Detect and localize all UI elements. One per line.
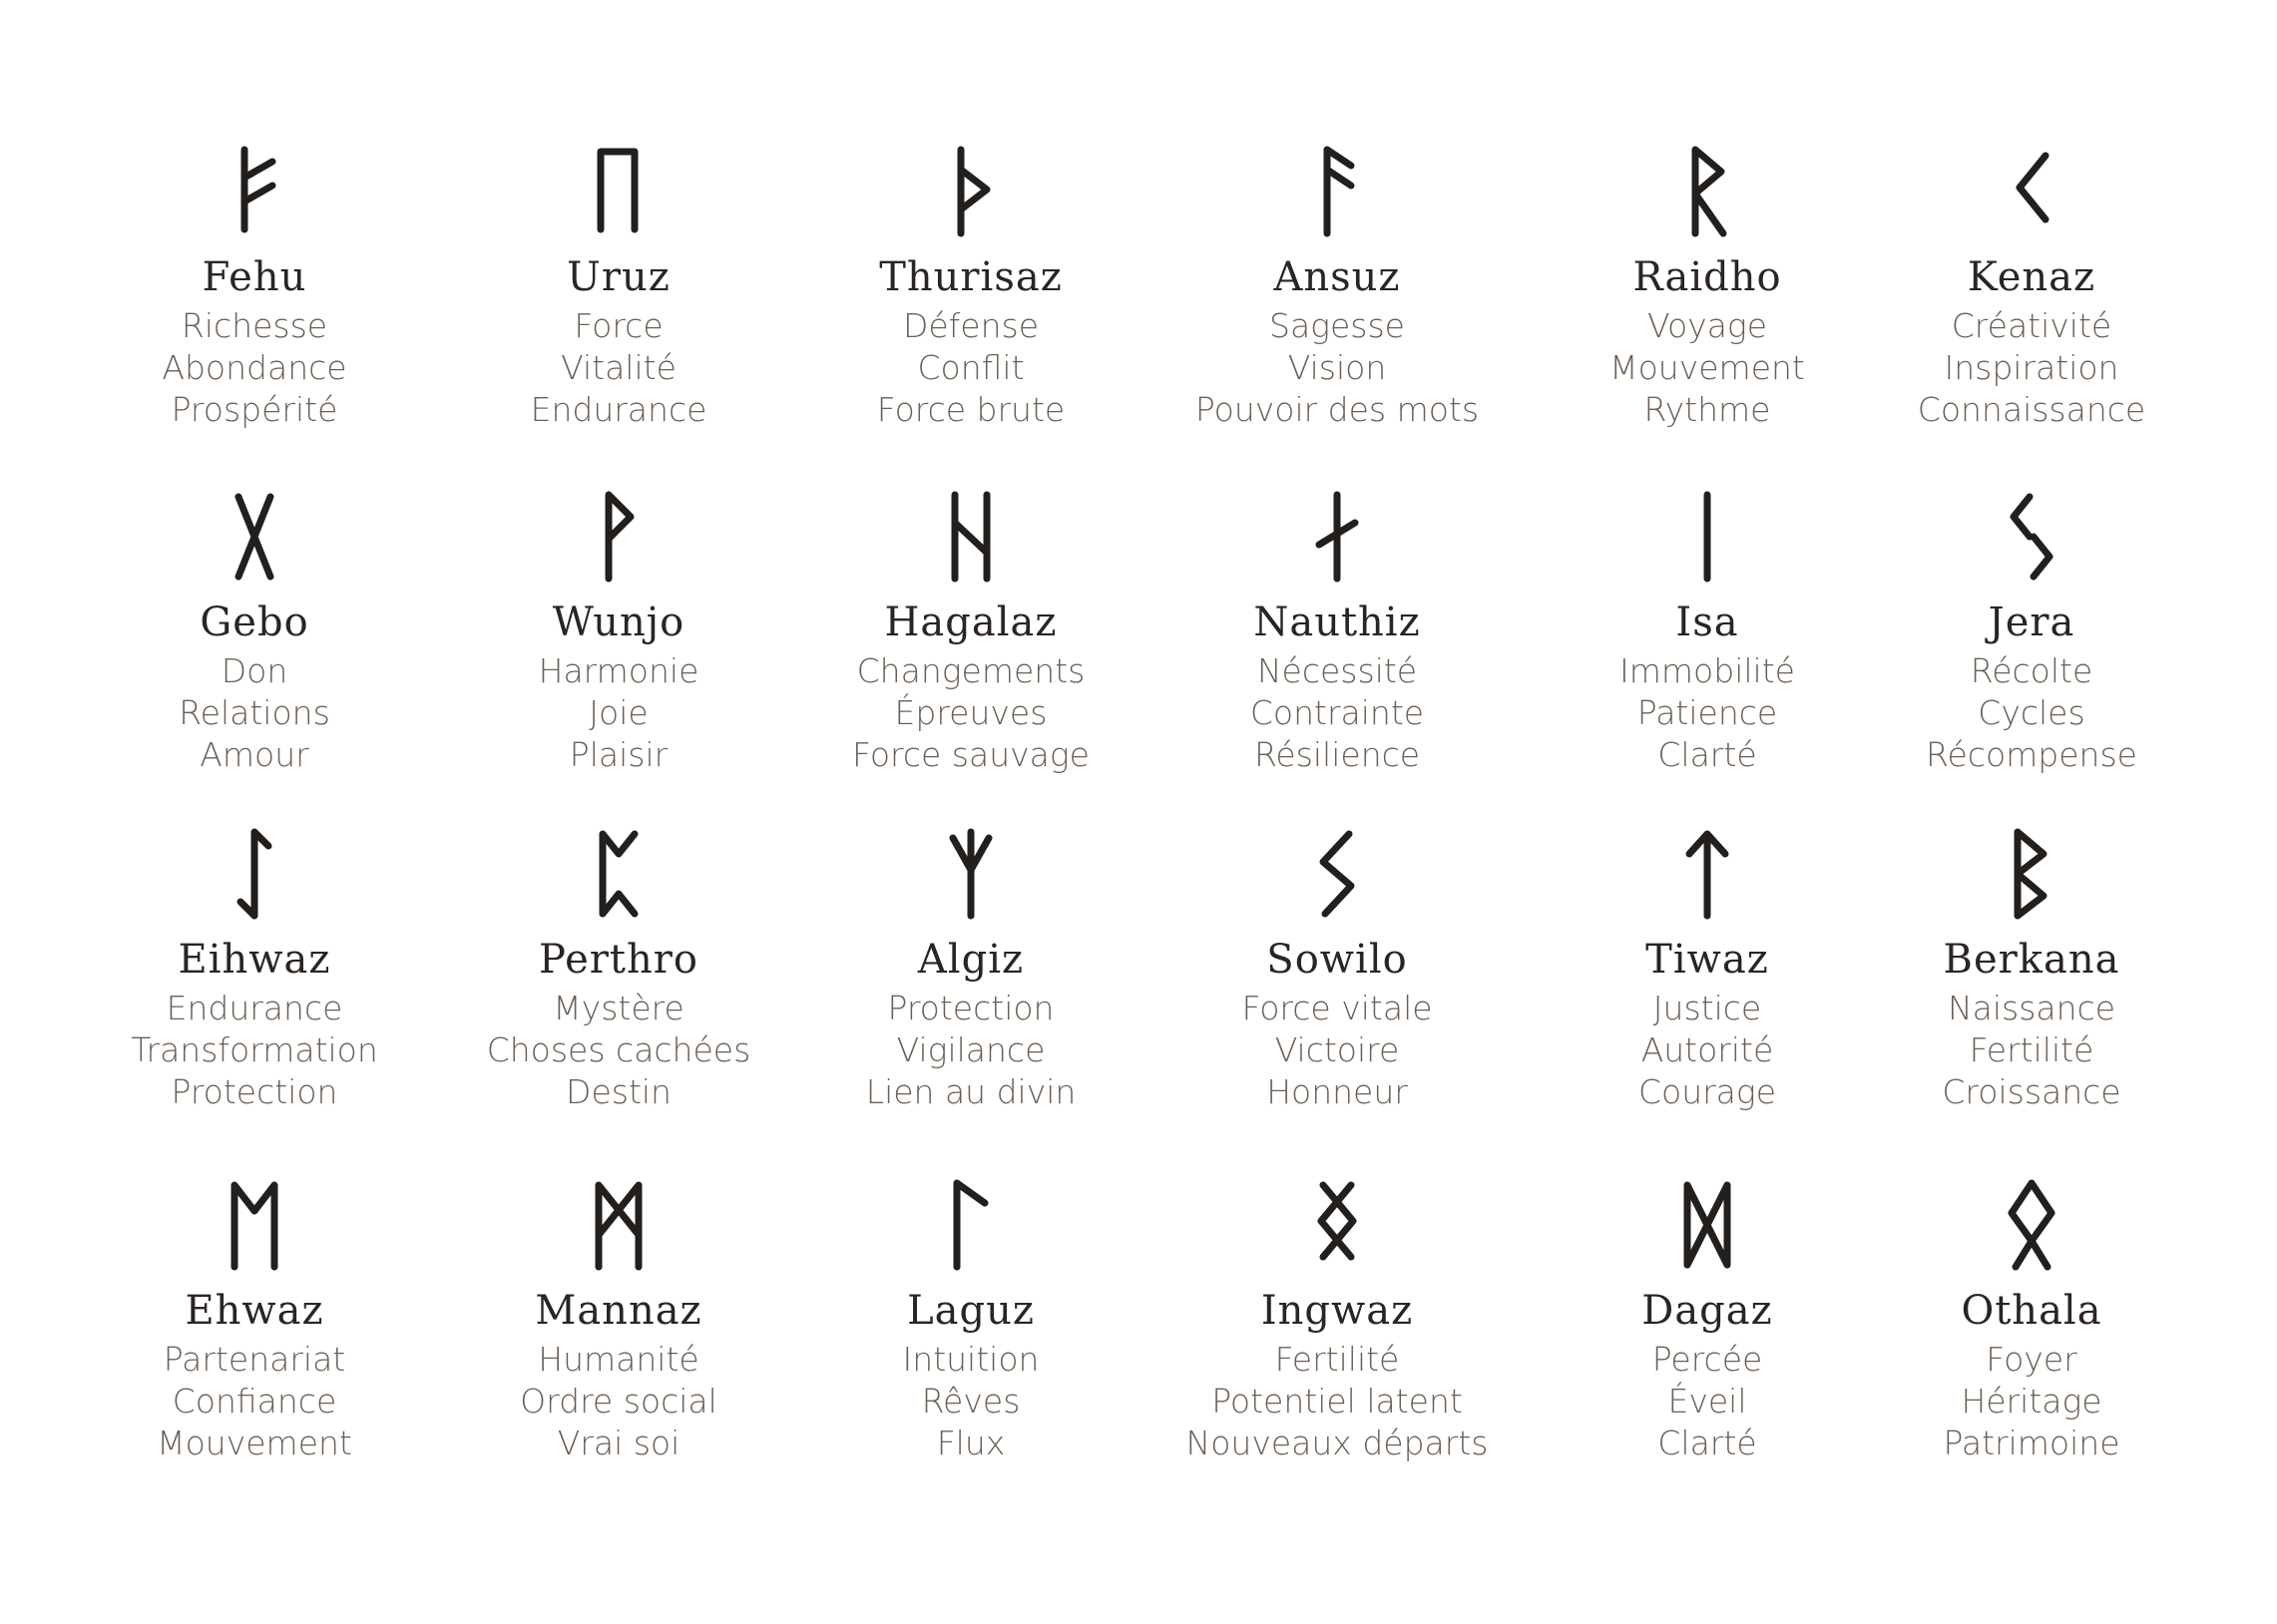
rune-meaning: Récolte: [1970, 651, 2093, 690]
rune-meaning: Force brute: [876, 390, 1066, 429]
rune-card-othala: [1852, 1175, 2211, 1464]
rune-meanings: [75, 650, 434, 776]
algiz-rune-icon: [941, 824, 1001, 924]
rune-meaning: Rêves: [921, 1382, 1021, 1421]
rune-meaning: Victoire: [1274, 1030, 1400, 1069]
rune-meanings: [75, 988, 434, 1113]
ehwaz-rune-icon: [225, 1175, 284, 1275]
rune-name: Eihwaz: [178, 937, 331, 983]
rune-card-fehu: [75, 142, 434, 431]
rune-name: Wunjo: [552, 600, 685, 645]
rune-card-thurisaz: [791, 142, 1150, 431]
nauthiz-rune-icon: [1307, 487, 1367, 587]
rune-meaning: Mouvement: [157, 1423, 352, 1462]
rune-meaning: Mystère: [553, 989, 684, 1027]
rune-card-perthro: [439, 824, 798, 1113]
rune-meaning: Autorité: [1640, 1030, 1774, 1069]
rune-meaning: Joie: [589, 693, 649, 732]
rune-meaning: Don: [221, 651, 288, 690]
rune-meaning: Force vitale: [1241, 989, 1433, 1027]
rune-name: Laguz: [907, 1288, 1035, 1334]
rune-card-gebo: [75, 487, 434, 776]
ingwaz-rune-icon: [1307, 1175, 1367, 1275]
rune-card-eihwaz: [75, 824, 434, 1113]
rune-meaning: Prospérité: [171, 390, 338, 429]
rune-card-jera: [1852, 487, 2211, 776]
rune-meaning: Harmonie: [538, 651, 699, 690]
rune-meaning: Justice: [1652, 989, 1762, 1027]
rune-name: Kenaz: [1967, 254, 2096, 300]
rune-name: Algiz: [917, 937, 1025, 983]
mannaz-rune-icon: [589, 1175, 649, 1275]
rune-meaning: Éveil: [1667, 1382, 1747, 1421]
rune-meanings: [1852, 1339, 2211, 1464]
rune-name: Perthro: [539, 937, 698, 983]
rune-meaning: Vrai soi: [557, 1423, 681, 1462]
rune-meanings: [439, 305, 798, 431]
rune-meanings: [439, 1339, 798, 1464]
rune-meaning: Confiance: [172, 1382, 337, 1421]
isa-rune-icon: [1677, 487, 1737, 587]
rune-meaning: Potentiel latent: [1211, 1382, 1463, 1421]
eihwaz-rune-icon: [225, 824, 284, 924]
jera-rune-icon: [2002, 487, 2061, 587]
rune-card-wunjo: [439, 487, 798, 776]
rune-meanings: [1528, 305, 1887, 431]
rune-meaning: Protection: [171, 1072, 338, 1111]
rune-meaning: Héritage: [1961, 1382, 2102, 1421]
rune-meaning: Vitalité: [561, 348, 677, 387]
rune-meaning: Richesse: [181, 306, 328, 345]
tiwaz-rune-icon: [1677, 824, 1737, 924]
rune-meaning: Vision: [1287, 348, 1387, 387]
rune-meaning: Endurance: [530, 390, 707, 429]
rune-card-nauthiz: [1157, 487, 1517, 776]
rune-meaning: Immobilité: [1619, 651, 1795, 690]
rune-card-ingwaz: [1157, 1175, 1517, 1464]
rune-meaning: Épreuves: [894, 693, 1048, 732]
rune-name: Mannaz: [535, 1288, 702, 1334]
rune-name: Uruz: [567, 254, 671, 300]
rune-meaning: Nécessité: [1256, 651, 1418, 690]
rune-meaning: Mouvement: [1609, 348, 1805, 387]
rune-meanings: [1528, 988, 1887, 1113]
rune-meaning: Partenariat: [163, 1340, 346, 1379]
rune-meanings: [1157, 305, 1517, 431]
rune-meaning: Intuition: [902, 1340, 1040, 1379]
rune-meaning: Cycles: [1978, 693, 2085, 732]
rune-meaning: Récompense: [1926, 735, 2137, 774]
rune-name: Ingwaz: [1260, 1288, 1414, 1334]
rune-name: Ansuz: [1273, 254, 1401, 300]
rune-meaning: Force sauvage: [852, 735, 1090, 774]
rune-card-kenaz: [1852, 142, 2211, 431]
rune-meaning: Créativité: [1951, 306, 2112, 345]
rune-card-mannaz: [439, 1175, 798, 1464]
dagaz-rune-icon: [1677, 1175, 1737, 1275]
rune-meaning: Courage: [1637, 1072, 1777, 1111]
rune-meanings: [75, 305, 434, 431]
rune-meaning: Foyer: [1986, 1340, 2077, 1379]
rune-card-sowilo: [1157, 824, 1517, 1113]
rune-card-hagalaz: [791, 487, 1150, 776]
rune-meanings: [791, 1339, 1150, 1464]
rune-meaning: Sagesse: [1269, 306, 1405, 345]
rune-name: Fehu: [202, 254, 307, 300]
rune-meaning: Amour: [200, 735, 309, 774]
rune-name: Othala: [1961, 1288, 2102, 1334]
rune-meanings: [1157, 988, 1517, 1113]
ansuz-rune-icon: [1307, 142, 1367, 241]
rune-meaning: Force: [574, 306, 664, 345]
rune-name: Berkana: [1943, 937, 2120, 983]
rune-card-isa: [1528, 487, 1887, 776]
rune-meaning: Flux: [936, 1423, 1006, 1462]
rune-meaning: Changements: [856, 651, 1086, 690]
rune-meaning: Patience: [1636, 693, 1778, 732]
thurisaz-rune-icon: [941, 142, 1001, 241]
rune-card-berkana: [1852, 824, 2211, 1113]
rune-meaning: Vigilance: [896, 1030, 1046, 1069]
rune-name: Ehwaz: [185, 1288, 324, 1334]
uruz-rune-icon: [589, 142, 649, 241]
rune-name: Tiwaz: [1645, 937, 1769, 983]
rune-meanings: [439, 650, 798, 776]
rune-card-dagaz: [1528, 1175, 1887, 1464]
rune-meaning: Percée: [1651, 1340, 1763, 1379]
kenaz-rune-icon: [2002, 142, 2061, 241]
laguz-rune-icon: [941, 1175, 1001, 1275]
rune-meanings: [791, 988, 1150, 1113]
rune-name: Gebo: [200, 600, 309, 645]
rune-name: Hagalaz: [884, 600, 1058, 645]
gebo-rune-icon: [225, 487, 284, 587]
rune-meaning: Clarté: [1657, 1423, 1757, 1462]
rune-meaning: Abondance: [162, 348, 347, 387]
rune-meanings: [791, 650, 1150, 776]
rune-meanings: [75, 1339, 434, 1464]
rune-meaning: Défense: [902, 306, 1040, 345]
rune-meaning: Résilience: [1253, 735, 1421, 774]
rune-meaning: Lien au divin: [865, 1072, 1077, 1111]
rune-meaning: Protection: [887, 989, 1055, 1027]
rune-meaning: Rythme: [1643, 390, 1771, 429]
rune-meaning: Endurance: [166, 989, 343, 1027]
rune-meaning: Transformation: [131, 1030, 378, 1069]
rune-card-ehwaz: [75, 1175, 434, 1464]
rune-meaning: Ordre social: [520, 1382, 717, 1421]
rune-name: Sowilo: [1266, 937, 1408, 983]
rune-name: Dagaz: [1641, 1288, 1773, 1334]
rune-meaning: Clarté: [1657, 735, 1757, 774]
rune-name: Isa: [1675, 600, 1739, 645]
rune-card-tiwaz: [1528, 824, 1887, 1113]
rune-card-laguz: [791, 1175, 1150, 1464]
rune-meanings: [791, 305, 1150, 431]
rune-meaning: Patrimoine: [1943, 1423, 2120, 1462]
rune-meaning: Destin: [566, 1072, 672, 1111]
rune-name: Raidho: [1632, 254, 1782, 300]
rune-card-ansuz: [1157, 142, 1517, 431]
othala-rune-icon: [2002, 1175, 2061, 1275]
rune-meaning: Inspiration: [1944, 348, 2119, 387]
rune-meanings: [1852, 650, 2211, 776]
rune-meaning: Fertilité: [1274, 1340, 1400, 1379]
fehu-rune-icon: [225, 142, 284, 241]
rune-meanings: [1852, 305, 2211, 431]
rune-name: Nauthiz: [1253, 600, 1421, 645]
rune-meanings: [1157, 1339, 1517, 1464]
rune-meaning: Nouveaux départs: [1185, 1423, 1489, 1462]
rune-meaning: Humanité: [538, 1340, 699, 1379]
rune-card-algiz: [791, 824, 1150, 1113]
sowilo-rune-icon: [1307, 824, 1367, 924]
rune-card-uruz: [439, 142, 798, 431]
rune-meanings: [1852, 988, 2211, 1113]
perthro-rune-icon: [589, 824, 649, 924]
rune-meaning: Connaissance: [1917, 390, 2146, 429]
rune-meanings: [1528, 650, 1887, 776]
rune-meaning: Choses cachées: [486, 1030, 751, 1069]
rune-meanings: [1528, 1339, 1887, 1464]
berkana-rune-icon: [2002, 824, 2061, 924]
rune-meaning: Pouvoir des mots: [1194, 390, 1480, 429]
rune-meanings: [1157, 650, 1517, 776]
rune-meaning: Voyage: [1646, 306, 1768, 345]
rune-card-raidho: [1528, 142, 1887, 431]
rune-name: Jera: [1988, 600, 2075, 645]
rune-meaning: Honneur: [1266, 1072, 1408, 1111]
rune-meaning: Naissance: [1947, 989, 2116, 1027]
wunjo-rune-icon: [589, 487, 649, 587]
rune-meaning: Plaisir: [569, 735, 669, 774]
rune-meaning: Contrainte: [1249, 693, 1425, 732]
rune-name: Thurisaz: [879, 254, 1063, 300]
rune-meaning: Conflit: [917, 348, 1025, 387]
rune-meaning: Relations: [179, 693, 330, 732]
hagalaz-rune-icon: [941, 487, 1001, 587]
rune-meanings: [439, 988, 798, 1113]
rune-meaning: Croissance: [1942, 1072, 2121, 1111]
raidho-rune-icon: [1677, 142, 1737, 241]
rune-meaning: Fertilité: [1969, 1030, 2094, 1069]
